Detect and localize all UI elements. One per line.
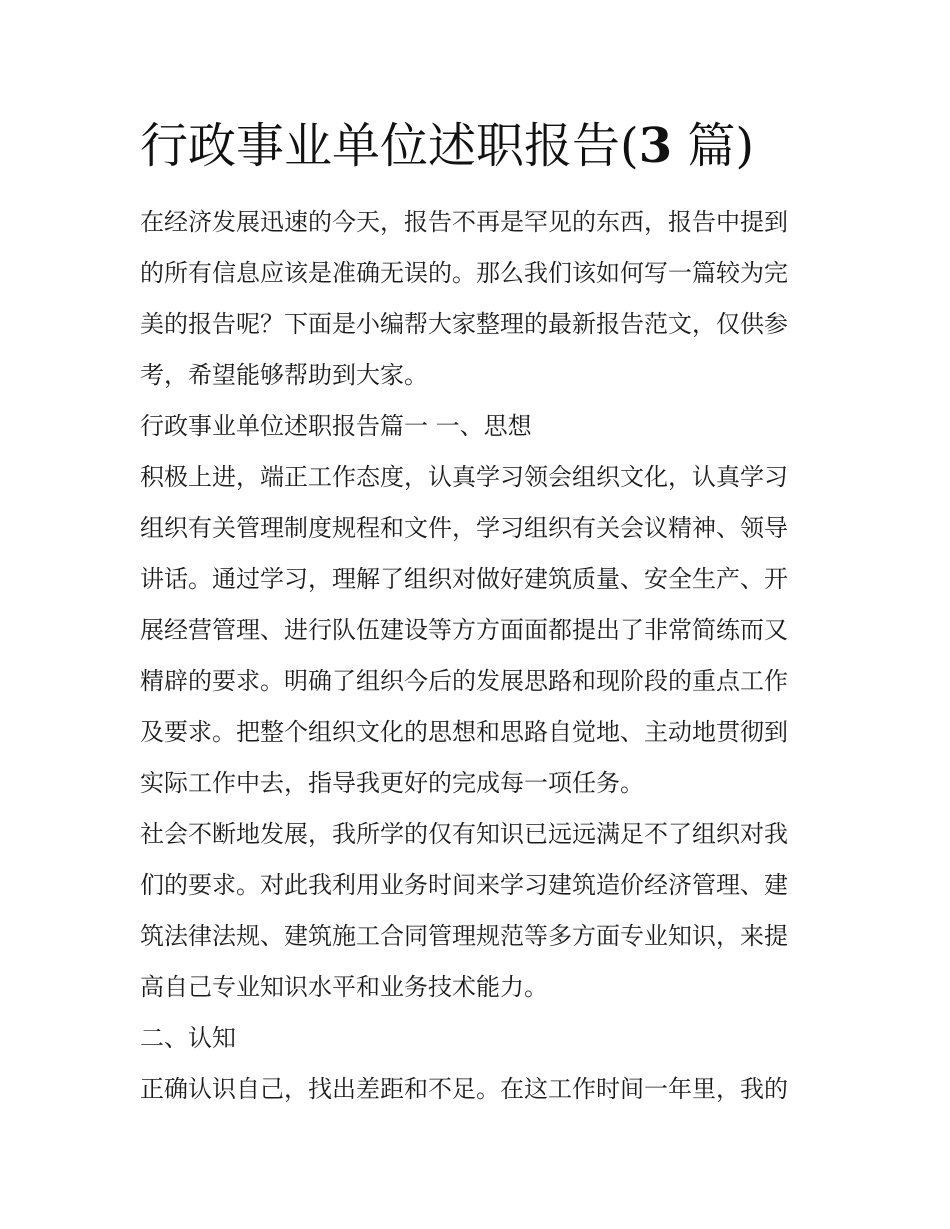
text-line: 实际工作中去，指导我更好的完成每一项任务。 (140, 769, 644, 797)
text-line: 们的要求。对此我利用业务时间来学习建筑造价经济管理、建 (140, 871, 788, 899)
text-line: 组织有关管理制度规程和文件，学习组织有关会议精神、领导 (140, 514, 788, 542)
text-line: 展经营管理、进行队伍建设等方方面面都提出了非常简练而又 (140, 616, 788, 644)
title-main-text: 行政事业单位述职报告 (140, 118, 621, 174)
text-line: 在经济发展迅速的今天，报告不再是罕见的东西，报告中提到 (140, 208, 788, 236)
text-line: 高自己专业知识水平和业务技术能力。 (140, 973, 548, 1001)
section-heading: 二、认知 (140, 1024, 236, 1052)
text-line: 讲话。通过学习，理解了组织对做好建筑质量、安全生产、开 (140, 565, 788, 593)
text-line: 正确认识自己，找出差距和不足。在这工作时间一年里，我的 (140, 1075, 788, 1103)
text-line: 筑法律法规、建筑施工合同管理规范等多方面专业知识，来提 (140, 922, 788, 950)
text-line: 及要求。把整个组织文化的思想和思路自觉地、主动地贯彻到 (140, 718, 788, 746)
text-line: 考，希望能够帮助到大家。 (140, 361, 428, 389)
title-suffix: 篇) (672, 118, 755, 174)
text-line: 的所有信息应该是准确无误的。那么我们该如何写一篇较为完 (140, 259, 788, 287)
text-line: 美的报告呢？下面是小编帮大家整理的最新报告范文，仅供参 (140, 310, 788, 338)
text-line: 精辟的要求。明确了组织今后的发展思路和现阶段的重点工作 (140, 667, 788, 695)
document-body (140, 197, 815, 1115)
page-title (140, 112, 860, 180)
text-line: 社会不断地发展，我所学的仅有知识已远远满足不了组织对我 (140, 820, 788, 848)
title-count: 3 (638, 118, 673, 174)
title-paren-open: ( (620, 118, 639, 174)
section-heading: 行政事业单位述职报告篇一 一、思想 (140, 412, 532, 440)
text-line: 积极上进，端正工作态度，认真学习领会组织文化，认真学习 (140, 463, 788, 491)
